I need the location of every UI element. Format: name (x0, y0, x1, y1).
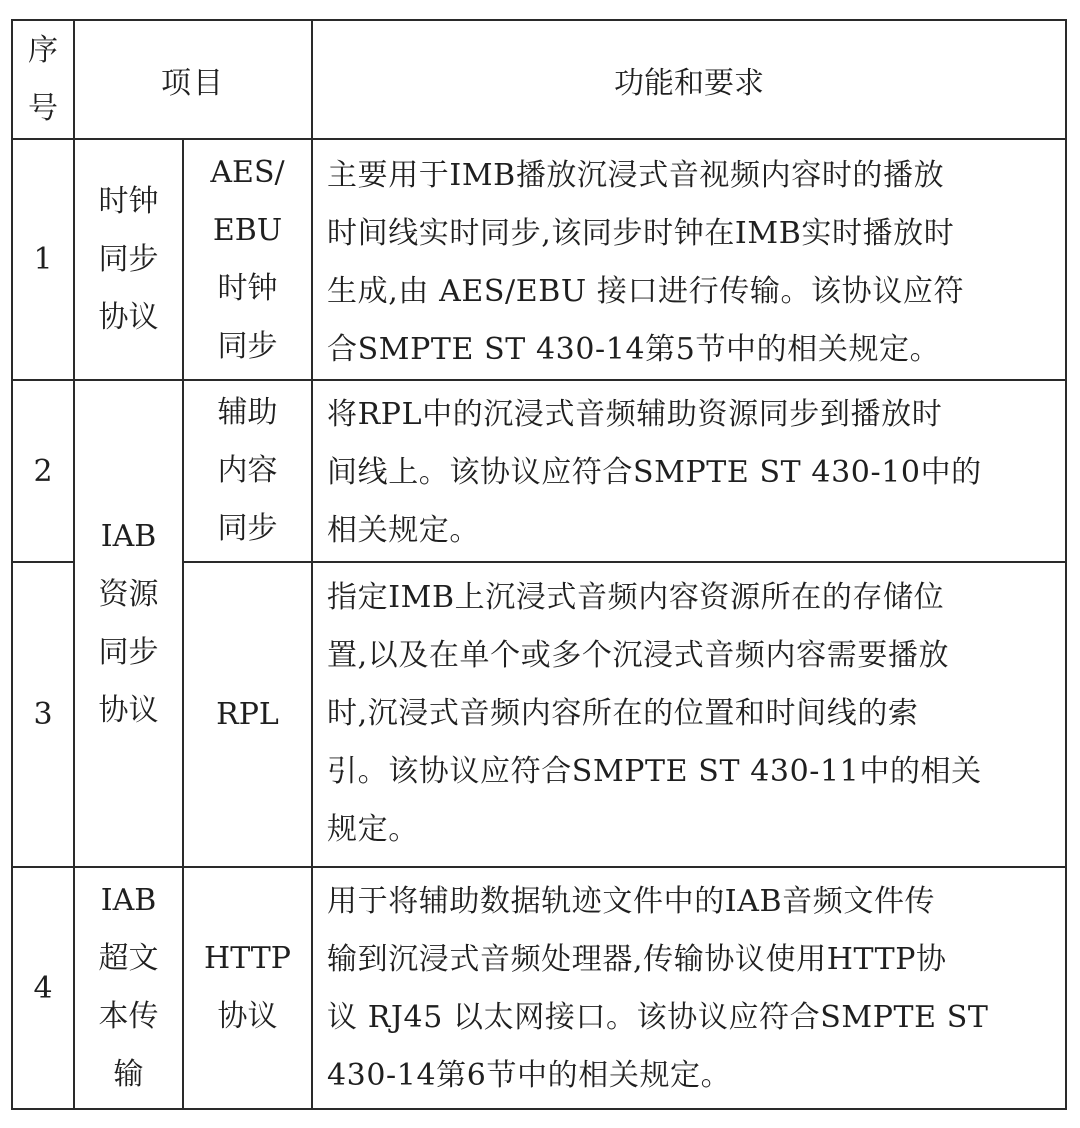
row-3-index: 3 (33, 697, 53, 732)
rows-2-3-category-cell (75, 381, 182, 866)
header-function-cell (313, 21, 1065, 138)
row-4-category-cell (75, 868, 182, 1108)
item-line: RPL (216, 696, 279, 732)
row-1-index-cell (13, 140, 73, 379)
item-line: 辅助 (217, 395, 278, 430)
description-line: 用于将辅助数据轨迹文件中的IAB音频文件传 (327, 884, 936, 919)
row-1-index: 1 (33, 242, 53, 277)
item-line: 同步 (217, 328, 278, 364)
category-line: 时钟 (98, 183, 159, 219)
description-line: 时,沉浸式音频内容所在的位置和时间线的索 (327, 696, 919, 731)
row-2-description (313, 386, 1065, 560)
row-2-index: 2 (33, 453, 53, 489)
description-line: 主要用于IMB播放沉浸式音视频内容时的播放 (327, 158, 945, 193)
category-line: 协议 (98, 692, 159, 728)
row-2-index-cell (13, 381, 73, 561)
description-line: 间线上。该协议应符合SMPTE ST 430-10中的 (327, 455, 982, 490)
category-line: 资源 (98, 576, 159, 612)
row-4-description (313, 873, 1065, 1105)
row-2-item-cell (184, 381, 311, 561)
header-index-line: 号 (28, 90, 58, 126)
row-1-category-cell (75, 140, 182, 379)
row-1-description (313, 147, 1065, 379)
description-line: 指定IMB上沉浸式音频内容资源所在的存储位 (327, 580, 945, 615)
row-4-index: 4 (33, 970, 53, 1006)
header-index-line: 序 (28, 32, 58, 68)
category-line: 超文 (98, 941, 159, 976)
row-3-description (313, 569, 1065, 859)
category-line: IAB (100, 518, 157, 554)
header-item-cell (75, 21, 311, 138)
item-line: AES/ (210, 154, 285, 190)
item-line: HTTP (204, 941, 291, 976)
row-3-index-cell (13, 563, 73, 866)
header-function: 功能和要求 (614, 65, 764, 101)
item-line: 协议 (217, 999, 278, 1034)
item-line: 时钟 (217, 270, 278, 306)
item-line: 同步 (217, 511, 278, 546)
row-4-item-cell (184, 868, 311, 1108)
description-line: 时间线实时同步,该同步时钟在IMB实时播放时 (327, 216, 955, 251)
description-line: 输到沉浸式音频处理器,传输协议使用HTTP协 (327, 942, 947, 977)
header-item: 项目 (161, 65, 225, 101)
category-line: 同步 (98, 241, 159, 277)
row-1-item-cell (184, 140, 311, 379)
header-index-cell (13, 21, 73, 138)
category-line: 本传 (98, 999, 159, 1034)
row-3-item-cell (184, 563, 311, 866)
row-divider-2-rest (183, 561, 1067, 563)
description-line: 合SMPTE ST 430-14第5节中的相关规定。 (327, 332, 941, 367)
description-line: 引。该协议应符合SMPTE ST 430-11中的相关 (327, 754, 982, 789)
item-line: EBU (212, 212, 283, 248)
description-line: 议 RJ45 以太网接口。该协议应符合SMPTE ST (327, 1000, 989, 1035)
description-line: 430-14第6节中的相关规定。 (327, 1058, 732, 1093)
category-line: IAB (100, 883, 157, 918)
category-line: 输 (113, 1057, 144, 1092)
description-line: 将RPL中的沉浸式音频辅助资源同步到播放时 (327, 397, 943, 432)
description-line: 规定。 (327, 812, 419, 847)
category-line: 同步 (98, 634, 159, 670)
category-line: 协议 (98, 299, 159, 335)
description-line: 置,以及在单个或多个沉浸式音频内容需要播放 (327, 638, 950, 673)
item-line: 内容 (217, 453, 278, 488)
description-line: 生成,由 AES/EBU 接口进行传输。该协议应符 (327, 274, 965, 309)
row-4-index-cell (13, 868, 73, 1108)
description-line: 相关规定。 (327, 513, 480, 548)
